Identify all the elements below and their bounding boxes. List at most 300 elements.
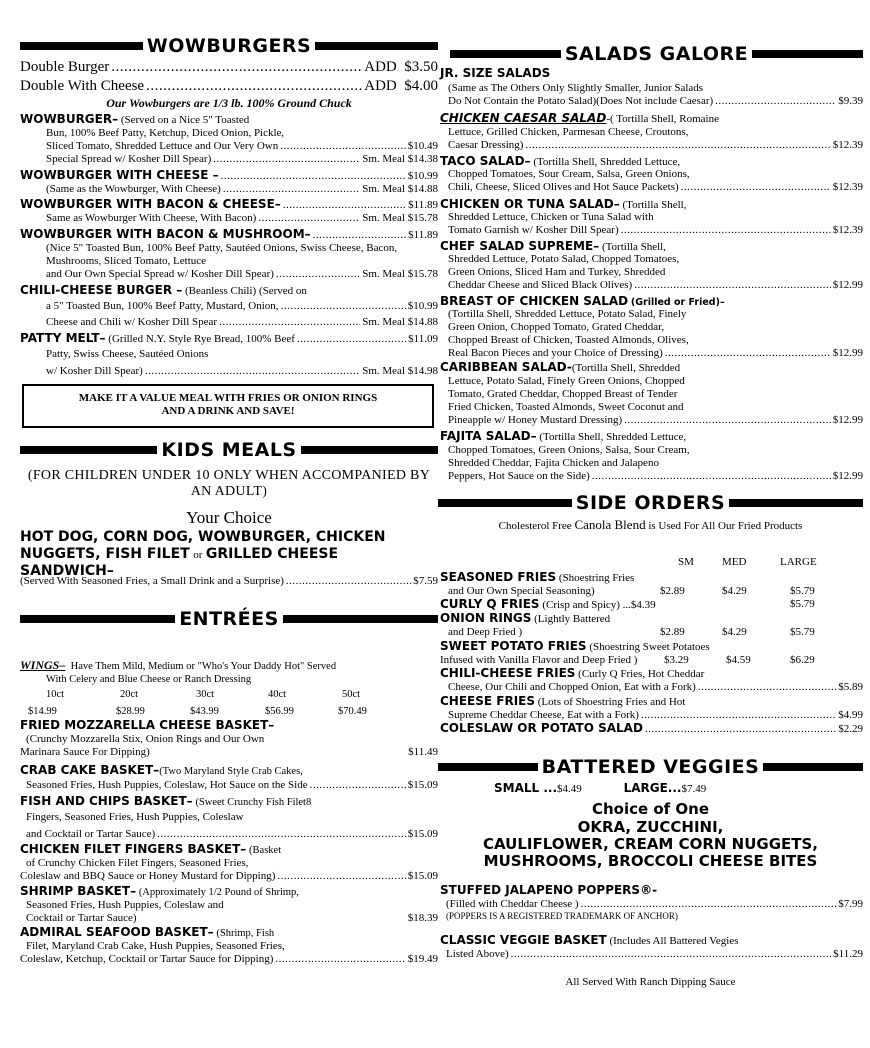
item-desc: Chopped Tomatoes, Sour Cream, Salsa, Green Onions, xyxy=(448,168,690,180)
item-desc: (Filled with Cheddar Cheese ) xyxy=(446,898,579,910)
item-name: CHICKEN FILET FINGERS BASKET– xyxy=(20,842,247,856)
dot-leader xyxy=(286,575,411,588)
price-sm: $2.89 xyxy=(660,626,685,638)
item-desc: and Deep Fried ) xyxy=(448,626,523,638)
veggie-list: MUSHROOMS, BROCCOLI CHEESE BITES xyxy=(483,852,818,870)
dot-leader xyxy=(145,365,360,378)
header-rule xyxy=(729,499,863,507)
price-med: $4.59 xyxy=(726,654,751,666)
dot-leader xyxy=(525,139,830,152)
item-name: BREAST OF CHICKEN SALAD xyxy=(440,294,629,308)
section-title: BATTERED VEGGIES xyxy=(541,756,760,778)
veggie-choice: Choice of One xyxy=(591,800,710,818)
dot-leader xyxy=(221,170,406,183)
menu-item-onion-rings xyxy=(440,612,863,626)
header-rule xyxy=(301,446,438,454)
item-price: $3.50 xyxy=(404,59,438,75)
trademark-note: (POPPERS IS A REGISTERED TRADEMARK OF ANCHOR) xyxy=(446,911,678,921)
item-price: $10.99 xyxy=(407,170,438,182)
item-desc: (Same as The Others Only Slightly Smaller, Junior Salads xyxy=(448,82,704,94)
sides-header xyxy=(438,491,863,515)
item-price: $12.99 xyxy=(832,414,863,426)
kids-items: HOT DOG, CORN DOG, WOWBURGER, CHICKEN xyxy=(20,529,386,545)
item-desc: Cheese and Chili w/ Kosher Dill Spear xyxy=(46,316,218,328)
dot-leader xyxy=(276,268,360,281)
item-price-row xyxy=(438,470,863,483)
item-desc: and Cocktail or Tartar Sauce) xyxy=(26,828,156,840)
menu-item-curly-q: CURLY Q FRIES (Crisp and Spicy) ...$4.39 $5.79 xyxy=(440,597,815,611)
item-desc: Seasoned Fries, Hush Puppies, Coleslaw, Hot Sauce on the Side xyxy=(26,779,308,791)
value-meal-line: AND A DRINK AND SAVE! xyxy=(161,405,295,417)
item-desc: Coleslaw and BBQ Sauce or Honey Mustard for Dipping) xyxy=(20,870,276,882)
menu-item-chicken-tuna xyxy=(440,198,863,212)
header-rule xyxy=(438,763,538,771)
item-label: Double With Cheese xyxy=(20,78,145,94)
item-desc: Fried Chicken, Toasted Almonds, Sweet Coconut and xyxy=(448,401,684,413)
item-price-row xyxy=(438,681,863,694)
section-title: SALADS GALORE xyxy=(564,43,749,65)
header-rule xyxy=(20,42,143,50)
item-price-row xyxy=(438,347,863,360)
item-desc: and Our Own Special Seasoning) xyxy=(448,585,595,597)
item-price: $10.49 xyxy=(407,140,438,152)
item-name: CHEESE FRIES xyxy=(440,694,536,708)
item-desc: (Shoestring Sweet Potatoes xyxy=(589,641,710,653)
wing-price: $43.99 xyxy=(190,706,219,717)
item-price-row xyxy=(20,828,438,841)
item-price-row xyxy=(438,181,863,194)
dot-leader xyxy=(277,870,405,883)
meal-price: $14.88 xyxy=(407,316,438,328)
menu-item-seasoned-fries xyxy=(440,571,863,585)
item-price: $12.99 xyxy=(832,470,863,482)
item-name: SHRIMP BASKET– xyxy=(20,884,137,898)
item-name: CLASSIC VEGGIE BASKET xyxy=(440,933,607,947)
size-price: $4.49 xyxy=(557,783,582,795)
item-desc: Infused with Vanilla Flavor and Deep Fried ) xyxy=(440,654,638,666)
header-rule xyxy=(315,42,438,50)
wing-count: 10ct xyxy=(46,689,65,700)
header-rule xyxy=(752,50,863,58)
header-rule xyxy=(283,615,438,623)
dot-leader xyxy=(223,183,360,196)
menu-item-shrimp xyxy=(20,885,438,899)
menu-item-jr-salads: JR. SIZE SALADS xyxy=(440,66,551,80)
value-meal-line: MAKE IT A VALUE MEAL WITH FRIES OR ONION RINGS xyxy=(78,392,378,404)
entrees-header xyxy=(20,607,438,631)
kids-items xyxy=(20,546,438,564)
size-label: SMALL ... xyxy=(494,781,558,795)
item-desc: (Tortilla Shell, Shredded Lettuce, Potato Salad, Finely xyxy=(448,308,687,320)
dot-leader xyxy=(624,414,831,427)
wing-count: 30ct xyxy=(196,689,215,700)
veggie-list: CAULIFLOWER, CREAM CORN NUGGETS, xyxy=(482,835,819,853)
dot-leader xyxy=(146,77,362,95)
item-desc: and Our Own Special Spread w/ Kosher Dill Spear) xyxy=(46,268,274,280)
dot-leader xyxy=(715,95,836,108)
item-meal-row xyxy=(20,153,438,166)
menu-item-coleslaw xyxy=(438,722,863,736)
item-meal-row xyxy=(20,316,438,329)
item-desc: (Lots of Shoestring Fries and Hot xyxy=(537,696,686,708)
menu-item-chicken-caesar xyxy=(440,112,863,126)
price-med: $4.29 xyxy=(722,585,747,597)
item-price: $15.09 xyxy=(407,870,438,882)
item-desc: (Shrimp, Fish xyxy=(216,928,275,939)
add-label: ADD xyxy=(364,59,397,75)
item-desc: (Served With Seasoned Fries, a Small Drink and a Surprise) xyxy=(20,575,284,587)
item-name: TACO SALAD– xyxy=(440,154,531,168)
dot-leader xyxy=(645,723,836,736)
item-desc: -( Tortilla Shell, Romaine xyxy=(606,113,719,125)
item-desc: Do Not Contain the Potato Salad)(Does Not include Caesar) xyxy=(448,95,714,107)
header-rule xyxy=(763,763,863,771)
item-desc: (Tortilla Shell, Shredded Lettuce, xyxy=(539,431,687,443)
item-desc: Sliced Tomato, Shredded Lettuce and Our Very Own xyxy=(46,140,279,152)
item-name: WINGS– xyxy=(20,658,66,672)
item-meal-row xyxy=(20,268,438,281)
item-desc: Coleslaw, Ketchup, Cocktail or Tartar Sauce for Dipping) xyxy=(20,953,274,965)
dot-leader xyxy=(219,316,360,329)
item-name: WOWBURGER WITH BACON & MUSHROOM– xyxy=(20,227,311,241)
item-desc: Real Bacon Pieces and your Choice of Dressing) xyxy=(448,347,663,359)
size-header: SM xyxy=(678,556,694,568)
item-desc: Green Onion, Chopped Tomato, Grated Cheddar, xyxy=(448,321,665,333)
dot-leader xyxy=(297,333,406,346)
item-desc: Peppers, Hot Sauce on the Side) xyxy=(448,470,590,482)
item-desc: (Same as the Wowburger, With Cheese) xyxy=(46,183,221,195)
item-desc: w/ Kosher Dill Spear) xyxy=(46,365,143,377)
veggie-list: OKRA, ZUCCHINI, xyxy=(577,818,724,836)
menu-item-breast-chicken xyxy=(440,295,863,309)
kids-choice: Your Choice xyxy=(186,508,272,527)
ranch-note: All Served With Ranch Dipping Sauce xyxy=(565,976,736,988)
item-price-row xyxy=(438,414,863,427)
menu-item-double-cheese xyxy=(20,77,438,95)
meal-label: Sm. Meal xyxy=(362,316,405,328)
meal-price: $15.78 xyxy=(407,212,438,224)
veggie-sizes xyxy=(494,782,863,796)
item-meal-row xyxy=(20,183,438,196)
section-title: WOWBURGERS xyxy=(146,35,312,57)
item-price: $15.09 xyxy=(407,779,438,791)
salads-header xyxy=(438,42,863,66)
menu-item-fish-chips xyxy=(20,795,438,809)
item-desc: (Grilled N.Y. Style Rye Bread, 100% Beef xyxy=(108,333,295,345)
section-title: KIDS MEALS xyxy=(161,439,297,461)
price-lg: $5.79 xyxy=(790,626,815,638)
item-desc: Shredded Lettuce, Chicken or Tuna Salad with xyxy=(448,211,654,223)
item-desc: Chili, Cheese, Sliced Olives and Hot Sauce Packets) xyxy=(448,181,679,193)
item-price-row xyxy=(438,139,863,152)
price-sm: $4.39 xyxy=(630,599,656,611)
item-desc: (Basket xyxy=(249,845,282,856)
item-desc: (Curly Q Fries, Hot Cheddar xyxy=(578,668,705,680)
item-desc: Cheese, Our Chili and Chopped Onion, Eat with a Fork) xyxy=(448,681,696,693)
item-name: FISH AND CHIPS BASKET– xyxy=(20,794,193,808)
dot-leader xyxy=(111,58,362,76)
dot-leader xyxy=(213,153,360,166)
wing-price: $70.49 xyxy=(338,706,367,717)
item-price: $11.09 xyxy=(408,333,438,345)
item-price-row xyxy=(438,279,863,292)
item-desc: Caesar Dressing) xyxy=(448,139,524,151)
meal-price: $14.98 xyxy=(407,365,438,377)
item-desc: Green Onions, Sliced Ham and Turkey, Shredded xyxy=(448,266,666,278)
item-desc: (Tortilla Shell, xyxy=(601,241,666,253)
item-desc: (Beanless Chili) (Served on xyxy=(185,285,307,297)
menu-item-double-burger xyxy=(20,58,438,76)
item-price-row xyxy=(20,779,438,792)
kids-items-text: NUGGETS, FISH FILET xyxy=(20,546,190,562)
item-price-row xyxy=(438,95,863,108)
meal-price: $14.88 xyxy=(407,183,438,195)
item-desc: With Celery and Blue Cheese or Ranch Dressing xyxy=(46,674,252,685)
item-price-row xyxy=(20,953,438,966)
menu-item-sweet-potato xyxy=(440,640,863,654)
dot-leader xyxy=(258,212,360,225)
menu-item-chili-cheese-burger xyxy=(20,284,438,298)
item-desc: Fingers, Seasoned Fries, Hush Puppies, Coleslaw xyxy=(26,811,244,823)
size-header: MED xyxy=(722,556,747,568)
item-price: $4.00 xyxy=(404,78,438,94)
item-price: $11.29 xyxy=(833,948,863,960)
menu-item-wowburger xyxy=(20,113,438,127)
menu-item-wowburger-bacon-mushroom xyxy=(20,228,438,242)
kids-note: (FOR CHILDREN UNDER 10 ONLY WHEN ACCOMPANIED BY xyxy=(27,468,431,483)
menu-item-taco-salad xyxy=(440,155,863,169)
note-text: Cholesterol Free xyxy=(498,520,572,532)
item-price: $11.49 xyxy=(408,746,438,758)
item-price: $2.29 xyxy=(838,723,863,735)
item-desc: Cocktail or Tartar Sauce) xyxy=(26,912,137,924)
item-desc: (Tortilla Shell, Shredded xyxy=(571,362,681,374)
item-desc: (Approximately 1/2 Pound of Shrimp, xyxy=(138,887,299,898)
dot-leader xyxy=(157,828,406,841)
item-desc: Lettuce, Grilled Chicken, Parmesan Cheese, Croutons, xyxy=(448,126,689,138)
header-rule xyxy=(450,50,561,58)
item-name: ADMIRAL SEAFOOD BASKET– xyxy=(20,925,214,939)
item-price: $18.39 xyxy=(407,912,438,924)
dot-leader xyxy=(641,709,836,722)
section-title: ENTRÉES xyxy=(179,608,279,630)
item-label: Double Burger xyxy=(20,59,110,75)
item-name: PATTY MELT– xyxy=(20,331,106,345)
item-meal-row xyxy=(20,365,438,378)
item-name: CURLY Q FRIES xyxy=(440,597,540,611)
menu-item-caribbean xyxy=(440,361,863,375)
price-lg: $5.79 xyxy=(790,585,815,597)
menu-item-classic-veggie xyxy=(440,934,863,948)
item-desc: Listed Above) xyxy=(446,948,509,960)
item-price-row xyxy=(20,912,438,925)
item-desc: Bun, 100% Beef Patty, Ketchup, Diced Onion, Pickle, xyxy=(46,127,285,139)
item-name: COLESLAW OR POTATO SALAD xyxy=(440,721,643,735)
veggies-header xyxy=(438,755,863,779)
dot-leader xyxy=(275,953,405,966)
header-rule xyxy=(20,615,175,623)
item-desc: Seasoned Fries, Hush Puppies, Coleslaw and xyxy=(26,899,224,911)
wing-price: $28.99 xyxy=(116,706,145,717)
item-price-row xyxy=(20,870,438,883)
item-desc: (Crisp and Spicy) xyxy=(542,599,620,611)
meal-label: Sm. Meal xyxy=(362,153,405,165)
item-price: $15.09 xyxy=(407,828,438,840)
item-name: CHEF SALAD SUPREME– xyxy=(440,239,600,253)
item-name: FAJITA SALAD– xyxy=(440,429,537,443)
item-desc: (Shoestring Fries xyxy=(558,572,635,584)
item-price: $11.89 xyxy=(408,199,438,211)
item-desc: (Grilled or Fried)– xyxy=(630,297,725,308)
section-title: SIDE ORDERS xyxy=(575,492,726,514)
item-price: $12.99 xyxy=(832,347,863,359)
item-desc: (Lightly Battered xyxy=(534,613,611,625)
kids-header xyxy=(20,438,438,462)
dot-leader xyxy=(281,300,406,313)
item-desc: (Nice 5" Toasted Bun, 100% Beef Patty, Sautéed Onions, Swiss Cheese, Bacon, xyxy=(46,242,398,254)
menu-item-wowburger-cheese xyxy=(20,169,438,183)
price-lg: $5.79 xyxy=(790,598,815,610)
wing-price: $14.99 xyxy=(28,706,57,717)
item-desc: Tomato, Grated Cheddar, Chopped Breast of Tender xyxy=(448,388,678,400)
item-desc: Same as Wowburger With Cheese, With Bacon) xyxy=(46,212,257,224)
wing-price: $56.99 xyxy=(265,706,294,717)
meal-label: Sm. Meal xyxy=(362,183,405,195)
item-desc: (Tortilla Shell, xyxy=(622,199,687,211)
burger-note: Our Wowburgers are 1/3 lb. 100% Ground Chuck xyxy=(106,96,352,110)
item-desc: Lettuce, Potato Salad, Finely Green Onions, Chopped xyxy=(448,375,685,387)
menu-item-wowburger-bacon-cheese xyxy=(20,198,438,212)
kids-items-text: GRILLED CHEESE xyxy=(205,546,339,562)
item-price: $7.99 xyxy=(838,898,863,910)
item-desc: Supreme Cheddar Cheese, Eat with a Fork) xyxy=(448,709,639,721)
price-sm: $2.89 xyxy=(660,585,685,597)
item-desc: (Served on a Nice 5" Toasted xyxy=(120,114,250,126)
item-price: $4.99 xyxy=(838,709,863,721)
item-price-row xyxy=(20,746,438,759)
wing-count: 20ct xyxy=(120,689,139,700)
item-price: $12.39 xyxy=(832,139,863,151)
item-price-row xyxy=(20,300,438,313)
price-sm: $3.29 xyxy=(664,654,689,666)
value-meal-box xyxy=(22,384,434,428)
item-desc: Have Them Mild, Medium or "Who's Your Daddy Hot" Served xyxy=(70,661,337,672)
item-name: CARIBBEAN SALAD- xyxy=(440,360,572,374)
price-med: $4.29 xyxy=(722,626,747,638)
add-label: ADD xyxy=(364,78,397,94)
dot-leader xyxy=(698,681,836,694)
item-desc: Shredded Cheddar, Fajita Chicken and Jalapeno xyxy=(448,457,659,469)
meal-price: $14.38 xyxy=(407,153,438,165)
item-name: WOWBURGER WITH BACON & CHEESE– xyxy=(20,197,281,211)
menu-item-wings xyxy=(20,659,438,673)
item-name: CRAB CAKE BASKET– xyxy=(20,763,160,777)
item-name: CHILI-CHEESE FRIES xyxy=(440,666,576,680)
item-name: SEASONED FRIES xyxy=(440,570,557,584)
menu-item-chili-cheese-fries xyxy=(440,667,863,681)
item-price: $5.89 xyxy=(838,681,863,693)
dot-leader xyxy=(280,140,406,153)
dot-leader xyxy=(665,347,831,360)
menu-item-crab-cake xyxy=(20,764,438,778)
meal-label: Sm. Meal xyxy=(362,268,405,280)
item-name: CHILI-CHEESE BURGER – xyxy=(20,283,183,297)
dot-leader xyxy=(681,181,831,194)
item-desc: (Includes All Battered Vegies xyxy=(609,935,739,947)
item-name: CHICKEN OR TUNA SALAD– xyxy=(440,197,620,211)
dot-leader xyxy=(283,199,406,212)
wing-count: 50ct xyxy=(342,689,361,700)
item-price: $11.89 xyxy=(408,229,438,241)
item-name: WOWBURGER– xyxy=(20,112,119,126)
size-header: LARGE xyxy=(780,556,817,568)
dot-leader xyxy=(310,779,406,792)
item-desc: (Two Maryland Style Crab Cakes, xyxy=(159,766,303,777)
size-label: LARGE... xyxy=(623,781,682,795)
price-lg: $6.29 xyxy=(790,654,815,666)
meal-label: Sm. Meal xyxy=(362,365,405,377)
meal-price: $15.78 xyxy=(407,268,438,280)
dot-leader xyxy=(592,470,831,483)
dot-leader xyxy=(634,279,831,292)
item-desc: Mushrooms, Sliced Tomato, Lettuce xyxy=(46,255,207,267)
kids-price-row xyxy=(20,575,438,588)
menu-item-fajita xyxy=(440,430,863,444)
item-desc: Patty, Swiss Cheese, Sautéed Onions xyxy=(46,348,209,360)
item-price: $19.49 xyxy=(407,953,438,965)
item-desc: of Crunchy Chicken Filet Fingers, Seasoned Fries, xyxy=(26,857,249,869)
menu-item-mozzarella xyxy=(20,719,438,733)
item-meal-row xyxy=(20,212,438,225)
note-text: Canola Blend xyxy=(574,517,646,532)
item-price-row xyxy=(20,140,438,153)
menu-item-patty-melt xyxy=(20,332,438,346)
item-desc: a 5" Toasted Bun, 100% Beef Patty, Mustard, Onion, xyxy=(46,300,279,312)
item-price-row xyxy=(438,224,863,237)
item-desc: Shredded Lettuce, Potato Salad, Chopped Tomatoes, xyxy=(448,253,680,265)
menu-item-admiral xyxy=(20,926,438,940)
item-name: SWEET POTATO FRIES xyxy=(440,639,587,653)
item-price: $7.59 xyxy=(413,575,438,587)
item-desc: Cheddar Cheese and Sliced Black Olives) xyxy=(448,279,633,291)
kids-note: AN ADULT) xyxy=(190,484,268,499)
item-price: $12.39 xyxy=(832,224,863,236)
menu-item-chicken-fingers xyxy=(20,843,438,857)
item-desc: (Sweet Crunchy Fish Filet8 xyxy=(195,797,312,808)
item-price: $12.99 xyxy=(832,279,863,291)
dot-leader xyxy=(621,224,831,237)
menu-item-jalapeno-poppers: STUFFED JALAPENO POPPERS®- xyxy=(440,883,658,897)
meal-label: Sm. Meal xyxy=(362,212,405,224)
canola-note xyxy=(438,518,863,533)
item-desc: Filet, Maryland Crab Cake, Hush Puppies, Seasoned Fries, xyxy=(26,940,285,952)
size-price: $7.49 xyxy=(681,783,707,795)
item-price-row xyxy=(438,948,863,961)
wowburgers-header xyxy=(20,34,438,58)
menu-item-chef-salad xyxy=(440,240,863,254)
item-desc: Special Spread w/ Kosher Dill Spear) xyxy=(46,153,212,165)
item-desc: Marinara Sauce For Dipping) xyxy=(20,746,150,758)
item-price: $12.39 xyxy=(832,181,863,193)
item-desc: Pineapple w/ Honey Mustard Dressing) xyxy=(448,414,623,426)
dot-leader xyxy=(313,229,407,242)
item-price: $10.99 xyxy=(407,300,438,312)
item-name: ONION RINGS xyxy=(440,611,532,625)
kids-items-or: or xyxy=(193,549,203,561)
item-desc: (Crunchy Mozzarella Stix, Onion Rings and Our Own xyxy=(26,733,265,745)
item-price: $9.39 xyxy=(838,95,863,107)
item-desc: Chopped Breast of Chicken, Toasted Almonds, Olives, xyxy=(448,334,689,346)
